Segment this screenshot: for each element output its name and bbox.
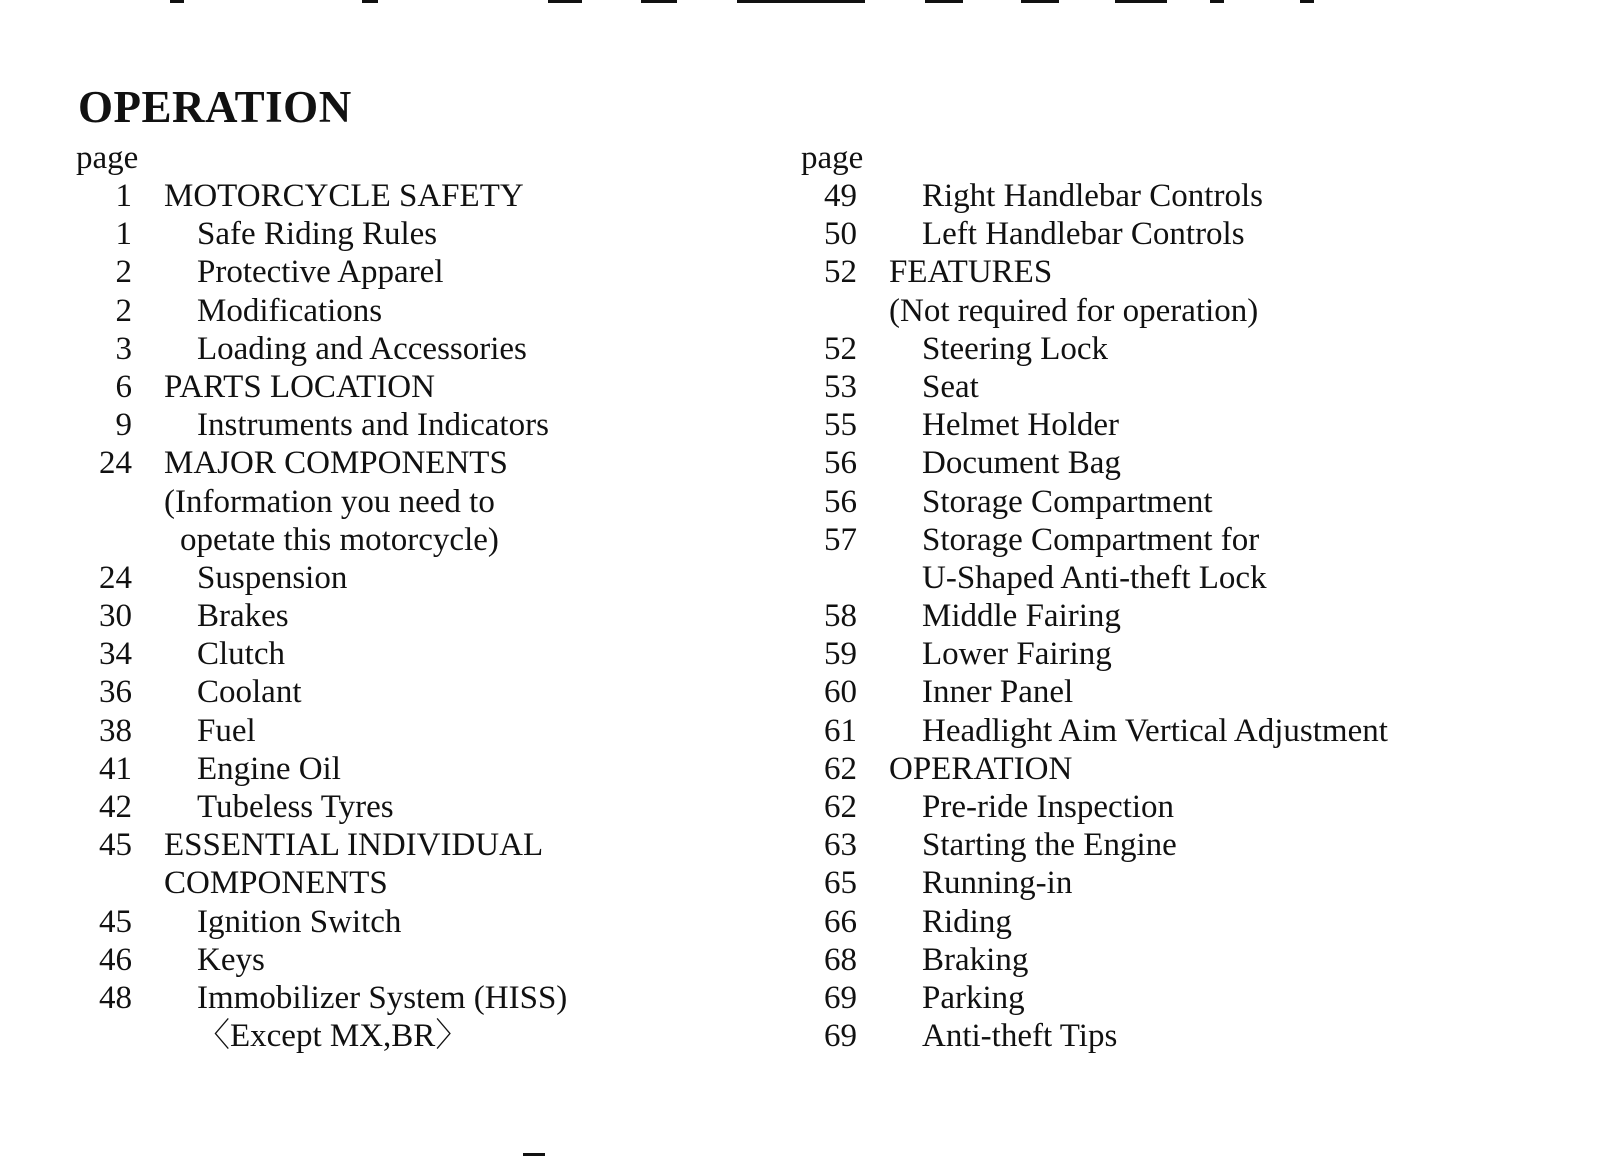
edge-mark (1300, 0, 1314, 3)
toc-section-title: MAJOR COMPONENTS (164, 445, 508, 482)
toc-page-number: 2 (115, 254, 132, 291)
toc-list (76, 177, 766, 1055)
edge-mark (925, 0, 963, 3)
toc-page-number: 58 (824, 598, 857, 635)
toc-left-column (76, 139, 766, 1055)
toc-entry (801, 1017, 1581, 1055)
toc-subsection-title: Modifications (197, 292, 383, 329)
toc-page-number: 24 (99, 559, 132, 596)
toc-entry (801, 253, 1581, 291)
toc-entry (76, 444, 766, 482)
toc-subsection-title: Storage Compartment for (922, 521, 1260, 558)
toc-entry (801, 521, 1581, 559)
toc-entry (76, 483, 766, 521)
toc-entry (801, 635, 1581, 673)
toc-subsection-title: Document Bag (922, 445, 1121, 482)
toc-page-number: 1 (115, 178, 132, 214)
toc-entry (76, 712, 766, 750)
toc-subsection-title: Left Handlebar Controls (922, 216, 1245, 253)
toc-right-column (801, 139, 1581, 1055)
toc-section-title: FEATURES (889, 254, 1053, 291)
toc-entry (76, 673, 766, 711)
toc-page-number: 3 (115, 330, 132, 367)
toc-section-title: OPERATION (889, 750, 1073, 787)
toc-page-number: 9 (115, 407, 132, 444)
toc-subsection-title: Lower Fairing (922, 636, 1112, 673)
toc-subsection-title: Helmet Holder (922, 407, 1120, 444)
toc-entry (801, 177, 1581, 215)
toc-entry (801, 292, 1581, 330)
toc-page-number: 2 (115, 292, 132, 329)
toc-page-number: 52 (824, 254, 857, 291)
toc-list (801, 177, 1581, 1055)
toc-section-title: (Not required for operation) (889, 292, 1259, 329)
toc-subsection-title: Clutch (197, 636, 285, 673)
toc-subsection-title: Fuel (197, 712, 256, 749)
toc-subsection-title: Suspension (197, 559, 348, 596)
toc-entry (801, 368, 1581, 406)
toc-page-number: 62 (824, 789, 857, 825)
toc-entry (76, 330, 766, 368)
toc-page-number: 49 (824, 178, 857, 214)
toc-subsection-title: Riding (922, 903, 1012, 940)
toc-entry (76, 559, 766, 597)
toc-page-number: 45 (99, 903, 132, 940)
toc-section-title: ESSENTIAL INDIVIDUAL (164, 827, 544, 864)
toc-subsection-title: Storage Compartment (922, 483, 1213, 520)
toc-subsection-title: Brakes (197, 598, 289, 635)
toc-section-title: PARTS LOCATION (164, 368, 435, 405)
toc-page-number: 30 (99, 598, 132, 635)
bottom-edge-mark (523, 1153, 545, 1156)
toc-subsection-title: Protective Apparel (197, 254, 444, 291)
toc-entry (76, 635, 766, 673)
edge-mark (737, 0, 865, 3)
toc-page-number: 68 (824, 941, 857, 978)
edge-mark (641, 0, 677, 3)
toc-entry (801, 444, 1581, 482)
toc-entry (76, 253, 766, 291)
toc-subsection-title: Running-in (922, 865, 1073, 902)
toc-section-title: MOTORCYCLE SAFETY (164, 178, 524, 214)
toc-page-number: 55 (824, 407, 857, 444)
toc-entry (801, 406, 1581, 444)
toc-subsection-title: Loading and Accessories (197, 330, 527, 367)
toc-page-number: 38 (99, 712, 132, 749)
toc-subsection-title: Right Handlebar Controls (922, 178, 1263, 214)
toc-entry (76, 521, 766, 559)
toc-subsection-title: U-Shaped Anti-theft Lock (922, 559, 1267, 596)
toc-entry (801, 559, 1581, 597)
toc-entry (801, 826, 1581, 864)
toc-entry (76, 979, 766, 1017)
top-edge-marks (0, 0, 1600, 6)
toc-subsection-title: Parking (922, 979, 1025, 1016)
toc-entry (801, 788, 1581, 826)
toc-entry (76, 177, 766, 215)
toc-page-number: 69 (824, 1018, 857, 1055)
toc-entry (801, 750, 1581, 788)
toc-entry (801, 903, 1581, 941)
toc-page-number: 24 (99, 445, 132, 482)
toc-subsection-title: Ignition Switch (197, 903, 402, 940)
toc-entry (76, 292, 766, 330)
toc-page-number: 34 (99, 636, 132, 673)
toc-entry (76, 1017, 766, 1055)
toc-page-number: 1 (115, 216, 132, 253)
toc-entry (76, 406, 766, 444)
toc-page-number: 62 (824, 750, 857, 787)
toc-entry (76, 903, 766, 941)
toc-subsection-title: Keys (197, 941, 265, 978)
toc-entry (76, 368, 766, 406)
toc-page-number: 56 (824, 483, 857, 520)
toc-entry (801, 215, 1581, 253)
toc-subsection-title: Starting the Engine (922, 827, 1177, 864)
toc-page-number: 59 (824, 636, 857, 673)
edge-mark (1115, 0, 1167, 3)
toc-subsection-title: Seat (922, 368, 979, 405)
toc-page-number: 60 (824, 674, 857, 711)
toc-subsection-title: Engine Oil (197, 750, 341, 787)
toc-page-number: 57 (824, 521, 857, 558)
toc-page-number: 52 (824, 330, 857, 367)
toc-entry (76, 215, 766, 253)
toc-page-number: 46 (99, 941, 132, 978)
toc-page-number: 6 (115, 368, 132, 405)
edge-mark (170, 0, 184, 3)
toc-entry (801, 483, 1581, 521)
toc-page-number: 36 (99, 674, 132, 711)
toc-entry (76, 788, 766, 826)
toc-page-number: 42 (99, 789, 132, 825)
page-column-label: page (76, 140, 139, 176)
toc-page-number: 48 (99, 979, 132, 1016)
toc-entry (801, 979, 1581, 1017)
toc-entry (76, 597, 766, 635)
toc-page-number: 53 (824, 368, 857, 405)
toc-subsection-title: Pre-ride Inspection (922, 789, 1174, 825)
toc-page-number: 65 (824, 865, 857, 902)
edge-mark (1021, 0, 1059, 3)
toc-subsection-title: Safe Riding Rules (197, 216, 438, 253)
toc-subsection-title: Middle Fairing (922, 598, 1121, 635)
edge-mark (1210, 0, 1224, 3)
edge-mark (548, 0, 582, 3)
toc-subsection-title: Inner Panel (922, 674, 1074, 711)
toc-subsection-title: Anti-theft Tips (922, 1018, 1118, 1055)
toc-subsection-title: Coolant (197, 674, 302, 711)
toc-entry (76, 941, 766, 979)
toc-page-number: 66 (824, 903, 857, 940)
toc-page-number: 41 (99, 750, 132, 787)
toc-entry (801, 597, 1581, 635)
toc-subsection-title: Steering Lock (922, 330, 1109, 367)
edge-mark (362, 0, 378, 3)
toc-entry (76, 864, 766, 902)
page-title: OPERATION (78, 82, 352, 132)
toc-page-number: 61 (824, 712, 857, 749)
toc-subsection-title: Headlight Aim Vertical Adjustment (922, 712, 1388, 749)
toc-subsection-title: Instruments and Indicators (197, 407, 549, 444)
toc-page-number: 69 (824, 979, 857, 1016)
toc-subsection-title: 〈Except MX,BR〉 (197, 1018, 469, 1055)
toc-entry (801, 864, 1581, 902)
toc-section-title: COMPONENTS (164, 865, 388, 902)
toc-subsection-title: Braking (922, 941, 1029, 978)
toc-entry (801, 330, 1581, 368)
toc-entry (801, 712, 1581, 750)
toc-entry (76, 750, 766, 788)
toc-entry (801, 941, 1581, 979)
toc-page-number: 56 (824, 445, 857, 482)
toc-entry (76, 826, 766, 864)
page-column-label: page (801, 140, 864, 176)
toc-entry (801, 673, 1581, 711)
toc-page-number: 45 (99, 827, 132, 864)
toc-subsection-title: opetate this motorcycle) (180, 521, 499, 558)
toc-section-title: (Information you need to (164, 483, 495, 520)
toc-subsection-title: Immobilizer System (HISS) (197, 979, 568, 1016)
toc-subsection-title: Tubeless Tyres (197, 789, 394, 825)
toc-page-number: 50 (824, 216, 857, 253)
toc-page-number: 63 (824, 827, 857, 864)
